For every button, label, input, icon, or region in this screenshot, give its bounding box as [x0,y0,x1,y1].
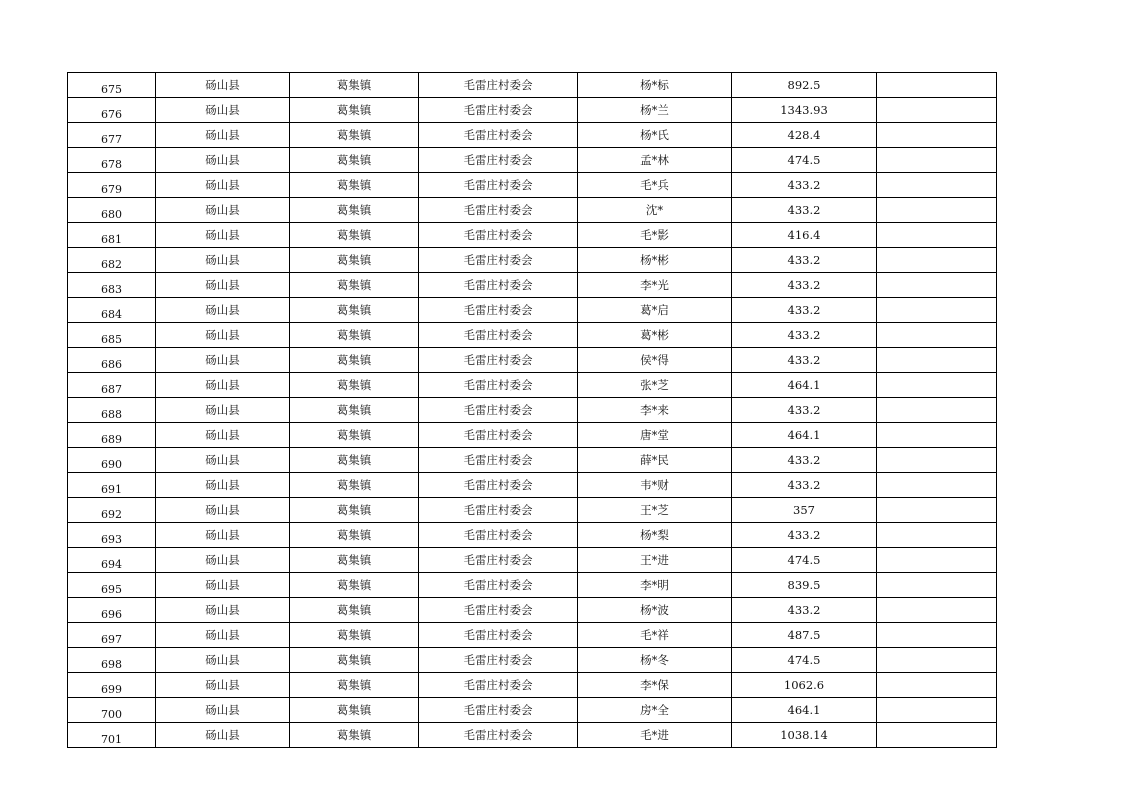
row-index: 687 [68,373,156,398]
town-cell: 葛集镇 [290,448,419,473]
county-cell: 砀山县 [156,498,290,523]
town-cell: 葛集镇 [290,73,419,98]
county-cell: 砀山县 [156,73,290,98]
town-cell: 葛集镇 [290,98,419,123]
county-cell: 砀山县 [156,398,290,423]
name-cell: 毛*祥 [578,623,732,648]
town-cell: 葛集镇 [290,423,419,448]
row-index: 681 [68,223,156,248]
amount-cell: 433.2 [732,323,877,348]
county-cell: 砀山县 [156,173,290,198]
table-row [68,273,997,298]
note-cell [877,598,997,623]
county-cell: 砀山县 [156,673,290,698]
county-cell: 砀山县 [156,698,290,723]
amount-cell: 433.2 [732,348,877,373]
table-row [68,448,997,473]
village-cell: 毛雷庄村委会 [419,198,578,223]
amount-cell: 416.4 [732,223,877,248]
county-cell: 砀山县 [156,723,290,748]
note-cell [877,348,997,373]
row-index: 676 [68,98,156,123]
row-index: 689 [68,423,156,448]
table-row [68,223,997,248]
name-cell: 李*光 [578,273,732,298]
name-cell: 侯*得 [578,348,732,373]
table-row [68,173,997,198]
note-cell [877,98,997,123]
amount-cell: 1038.14 [732,723,877,748]
amount-cell: 1343.93 [732,98,877,123]
note-cell [877,648,997,673]
name-cell: 杨*波 [578,598,732,623]
name-cell: 沈* [578,198,732,223]
village-cell: 毛雷庄村委会 [419,298,578,323]
row-index: 693 [68,523,156,548]
name-cell: 李*明 [578,573,732,598]
town-cell: 葛集镇 [290,573,419,598]
note-cell [877,123,997,148]
village-cell: 毛雷庄村委会 [419,448,578,473]
town-cell: 葛集镇 [290,498,419,523]
amount-cell: 433.2 [732,398,877,423]
table-row [68,573,997,598]
town-cell: 葛集镇 [290,173,419,198]
amount-cell: 474.5 [732,648,877,673]
table-row [68,373,997,398]
village-cell: 毛雷庄村委会 [419,473,578,498]
name-cell: 毛*进 [578,723,732,748]
village-cell: 毛雷庄村委会 [419,498,578,523]
village-cell: 毛雷庄村委会 [419,123,578,148]
county-cell: 砀山县 [156,98,290,123]
county-cell: 砀山县 [156,273,290,298]
name-cell: 薛*民 [578,448,732,473]
table-row [68,123,997,148]
amount-cell: 357 [732,498,877,523]
county-cell: 砀山县 [156,623,290,648]
county-cell: 砀山县 [156,323,290,348]
town-cell: 葛集镇 [290,148,419,173]
village-cell: 毛雷庄村委会 [419,698,578,723]
amount-cell: 474.5 [732,548,877,573]
amount-cell: 433.2 [732,173,877,198]
town-cell: 葛集镇 [290,398,419,423]
table-row [68,498,997,523]
name-cell: 韦*财 [578,473,732,498]
table-row [68,323,997,348]
county-cell: 砀山县 [156,523,290,548]
name-cell: 张*芝 [578,373,732,398]
village-cell: 毛雷庄村委会 [419,248,578,273]
village-cell: 毛雷庄村委会 [419,373,578,398]
note-cell [877,223,997,248]
amount-cell: 464.1 [732,698,877,723]
amount-cell: 433.2 [732,473,877,498]
town-cell: 葛集镇 [290,698,419,723]
amount-cell: 464.1 [732,373,877,398]
village-cell: 毛雷庄村委会 [419,423,578,448]
town-cell: 葛集镇 [290,623,419,648]
row-index: 696 [68,598,156,623]
row-index: 686 [68,348,156,373]
table-row [68,148,997,173]
row-index: 677 [68,123,156,148]
town-cell: 葛集镇 [290,348,419,373]
row-index: 698 [68,648,156,673]
village-cell: 毛雷庄村委会 [419,273,578,298]
row-index: 695 [68,573,156,598]
name-cell: 唐*堂 [578,423,732,448]
note-cell [877,73,997,98]
table-row [68,298,997,323]
village-cell: 毛雷庄村委会 [419,648,578,673]
table-row [68,548,997,573]
note-cell [877,198,997,223]
row-index: 699 [68,673,156,698]
amount-cell: 433.2 [732,198,877,223]
row-index: 685 [68,323,156,348]
name-cell: 毛*兵 [578,173,732,198]
village-cell: 毛雷庄村委会 [419,673,578,698]
note-cell [877,148,997,173]
note-cell [877,523,997,548]
table-row [68,73,997,98]
table-row [68,198,997,223]
name-cell: 毛*影 [578,223,732,248]
note-cell [877,548,997,573]
county-cell: 砀山县 [156,248,290,273]
county-cell: 砀山县 [156,198,290,223]
row-index: 701 [68,723,156,748]
note-cell [877,698,997,723]
table-row [68,348,997,373]
row-index: 700 [68,698,156,723]
town-cell: 葛集镇 [290,523,419,548]
amount-cell: 433.2 [732,273,877,298]
amount-cell: 892.5 [732,73,877,98]
note-cell [877,248,997,273]
village-cell: 毛雷庄村委会 [419,723,578,748]
table-row [68,248,997,273]
amount-cell: 433.2 [732,598,877,623]
amount-cell: 433.2 [732,448,877,473]
amount-cell: 433.2 [732,298,877,323]
row-index: 692 [68,498,156,523]
table-row [68,723,997,748]
note-cell [877,298,997,323]
county-cell: 砀山县 [156,223,290,248]
town-cell: 葛集镇 [290,198,419,223]
town-cell: 葛集镇 [290,248,419,273]
village-cell: 毛雷庄村委会 [419,173,578,198]
town-cell: 葛集镇 [290,298,419,323]
village-cell: 毛雷庄村委会 [419,348,578,373]
row-index: 682 [68,248,156,273]
amount-cell: 487.5 [732,623,877,648]
amount-cell: 1062.6 [732,673,877,698]
village-cell: 毛雷庄村委会 [419,98,578,123]
table-row [68,673,997,698]
row-index: 675 [68,73,156,98]
name-cell: 杨*冬 [578,648,732,673]
row-index: 688 [68,398,156,423]
town-cell: 葛集镇 [290,273,419,298]
town-cell: 葛集镇 [290,373,419,398]
row-index: 680 [68,198,156,223]
village-cell: 毛雷庄村委会 [419,573,578,598]
row-index: 683 [68,273,156,298]
village-cell: 毛雷庄村委会 [419,148,578,173]
town-cell: 葛集镇 [290,673,419,698]
table-row [68,623,997,648]
table-row [68,398,997,423]
county-cell: 砀山县 [156,573,290,598]
village-cell: 毛雷庄村委会 [419,548,578,573]
town-cell: 葛集镇 [290,648,419,673]
note-cell [877,448,997,473]
name-cell: 杨*兰 [578,98,732,123]
county-cell: 砀山县 [156,648,290,673]
amount-cell: 433.2 [732,523,877,548]
note-cell [877,273,997,298]
note-cell [877,723,997,748]
county-cell: 砀山县 [156,123,290,148]
note-cell [877,673,997,698]
county-cell: 砀山县 [156,598,290,623]
county-cell: 砀山县 [156,348,290,373]
name-cell: 王*进 [578,548,732,573]
name-cell: 李*来 [578,398,732,423]
name-cell: 杨*氏 [578,123,732,148]
name-cell: 杨*彬 [578,248,732,273]
note-cell [877,573,997,598]
name-cell: 王*芝 [578,498,732,523]
county-cell: 砀山县 [156,473,290,498]
table-row [68,598,997,623]
name-cell: 李*保 [578,673,732,698]
table-row [68,98,997,123]
town-cell: 葛集镇 [290,123,419,148]
table-row [68,698,997,723]
table-row [68,473,997,498]
county-cell: 砀山县 [156,148,290,173]
note-cell [877,423,997,448]
row-index: 678 [68,148,156,173]
name-cell: 葛*启 [578,298,732,323]
row-index: 697 [68,623,156,648]
village-cell: 毛雷庄村委会 [419,623,578,648]
village-cell: 毛雷庄村委会 [419,223,578,248]
amount-cell: 474.5 [732,148,877,173]
amount-cell: 464.1 [732,423,877,448]
payment-table [67,72,997,748]
row-index: 679 [68,173,156,198]
village-cell: 毛雷庄村委会 [419,523,578,548]
town-cell: 葛集镇 [290,598,419,623]
county-cell: 砀山县 [156,448,290,473]
table-row [68,648,997,673]
county-cell: 砀山县 [156,423,290,448]
village-cell: 毛雷庄村委会 [419,73,578,98]
amount-cell: 433.2 [732,248,877,273]
town-cell: 葛集镇 [290,473,419,498]
note-cell [877,473,997,498]
county-cell: 砀山县 [156,373,290,398]
row-index: 694 [68,548,156,573]
village-cell: 毛雷庄村委会 [419,323,578,348]
village-cell: 毛雷庄村委会 [419,398,578,423]
name-cell: 房*全 [578,698,732,723]
note-cell [877,623,997,648]
amount-cell: 839.5 [732,573,877,598]
town-cell: 葛集镇 [290,548,419,573]
name-cell: 杨*梨 [578,523,732,548]
note-cell [877,373,997,398]
name-cell: 葛*彬 [578,323,732,348]
row-index: 690 [68,448,156,473]
note-cell [877,173,997,198]
county-cell: 砀山县 [156,548,290,573]
town-cell: 葛集镇 [290,723,419,748]
table-row [68,523,997,548]
table-row [68,423,997,448]
amount-cell: 428.4 [732,123,877,148]
name-cell: 杨*标 [578,73,732,98]
county-cell: 砀山县 [156,298,290,323]
note-cell [877,398,997,423]
town-cell: 葛集镇 [290,323,419,348]
row-index: 684 [68,298,156,323]
row-index: 691 [68,473,156,498]
table-body [68,73,997,748]
note-cell [877,498,997,523]
name-cell: 孟*林 [578,148,732,173]
village-cell: 毛雷庄村委会 [419,598,578,623]
town-cell: 葛集镇 [290,223,419,248]
note-cell [877,323,997,348]
